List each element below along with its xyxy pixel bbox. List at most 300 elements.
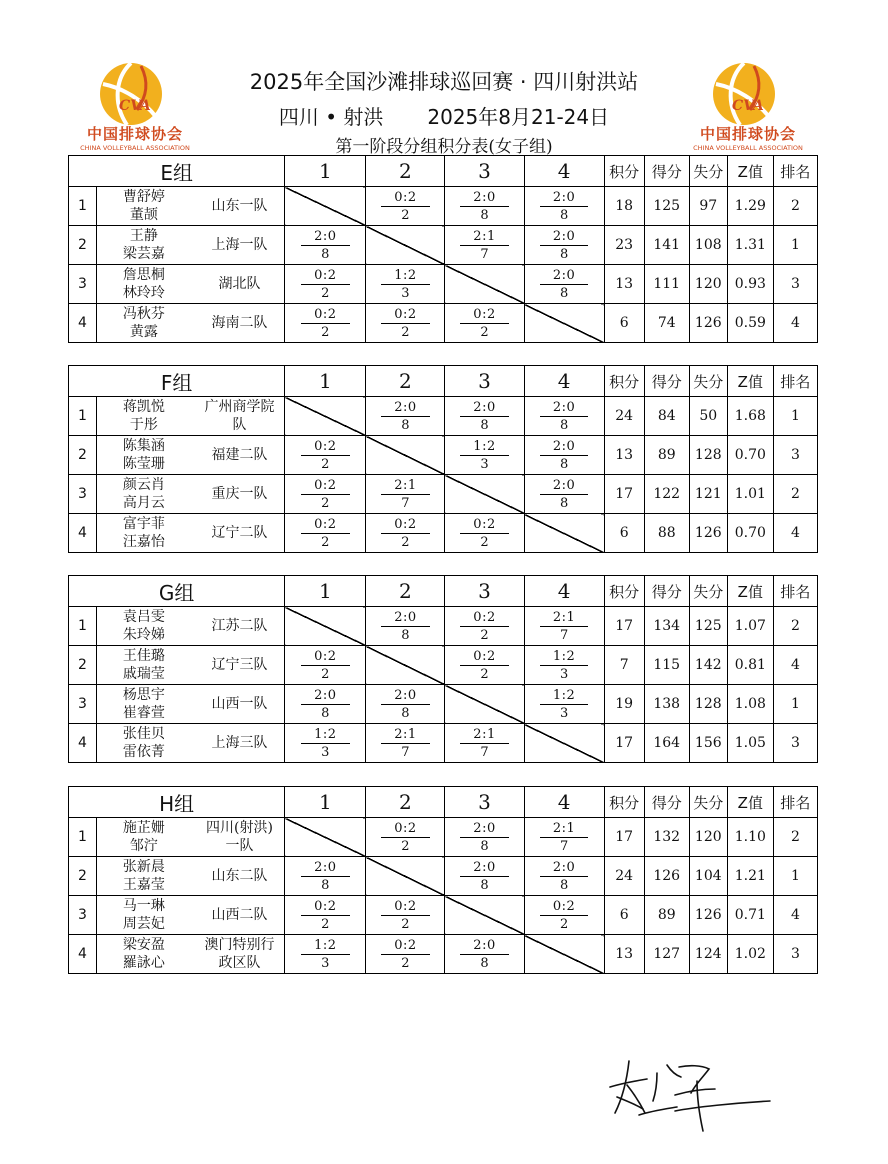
team-name-line: 海南二队	[211, 315, 268, 331]
set-score: 0:2	[301, 478, 349, 495]
player-name: 梁安盈	[122, 937, 165, 953]
team-name-line: 湖北队	[218, 276, 261, 292]
match-result-cell	[445, 857, 524, 896]
player-name: 陈莹珊	[122, 456, 165, 472]
team-name-line: 辽宁二队	[211, 525, 268, 541]
points-scored: 122	[644, 475, 689, 514]
player-name: 雷依菁	[122, 744, 165, 760]
team-name	[191, 818, 285, 857]
rank: 4	[773, 304, 817, 343]
match-points: 8	[559, 456, 569, 472]
match-score	[301, 899, 349, 932]
rank: 4	[773, 646, 817, 685]
match-points: 8	[480, 838, 489, 854]
match-points: 3	[480, 456, 489, 472]
player-name: 戚瑞莹	[122, 666, 165, 682]
match-points: 8	[401, 417, 410, 433]
column-header: 排名	[773, 576, 817, 607]
column-header: 得分	[644, 366, 689, 397]
set-score: 2:0	[540, 190, 588, 207]
seed-number: 4	[69, 935, 97, 974]
table-row	[69, 265, 818, 304]
player-name: 朱玲娣	[122, 627, 165, 643]
rank: 1	[773, 857, 817, 896]
group-header-row	[69, 787, 818, 818]
points-total: 24	[604, 857, 644, 896]
table-row	[69, 304, 818, 343]
match-points: 7	[480, 744, 489, 760]
table-row	[69, 724, 818, 763]
match-score	[460, 517, 508, 550]
team-name	[191, 935, 285, 974]
team-name-line: 一队	[225, 838, 254, 854]
team-name	[191, 514, 285, 553]
match-score	[540, 860, 588, 893]
self-match-cell	[366, 436, 445, 475]
match-result-cell	[445, 304, 524, 343]
points-scored: 134	[644, 607, 689, 646]
set-score: 2:0	[540, 268, 588, 285]
match-result-cell	[445, 187, 524, 226]
points-total: 13	[604, 436, 644, 475]
points-conceded: 124	[689, 935, 727, 974]
table-row	[69, 475, 818, 514]
points-conceded: 120	[689, 818, 727, 857]
group-header-row	[69, 156, 818, 187]
table-row	[69, 187, 818, 226]
points-scored: 84	[644, 397, 689, 436]
player-names	[97, 265, 191, 304]
match-result-cell	[524, 818, 604, 857]
points-total: 23	[604, 226, 644, 265]
z-value: 1.31	[727, 226, 773, 265]
seed-number: 3	[69, 475, 97, 514]
player-name: 于彤	[129, 417, 158, 433]
column-header: 排名	[773, 366, 817, 397]
set-score: 1:2	[460, 439, 508, 456]
set-score: 2:0	[381, 400, 429, 417]
match-score	[460, 938, 508, 971]
match-score	[301, 229, 349, 262]
match-score	[301, 860, 349, 893]
self-match-cell	[366, 857, 445, 896]
match-result-cell	[366, 724, 445, 763]
team-name-line: 四川(射洪)	[206, 820, 273, 836]
match-points: 7	[401, 495, 410, 511]
match-result-cell	[285, 265, 366, 304]
column-header: Z值	[727, 576, 773, 607]
match-score	[460, 400, 508, 433]
match-points: 8	[321, 705, 330, 721]
svg-text:CVA: CVA	[732, 98, 764, 114]
match-score	[460, 190, 508, 223]
group-header-row	[69, 366, 818, 397]
set-score: 2:0	[460, 400, 508, 417]
team-name	[191, 226, 285, 265]
z-value: 0.59	[727, 304, 773, 343]
match-points: 3	[559, 705, 569, 721]
match-result-cell	[366, 265, 445, 304]
points-conceded: 125	[689, 607, 727, 646]
player-names	[97, 514, 191, 553]
match-points: 8	[480, 207, 489, 223]
logo-text: 中国排球协会	[86, 125, 183, 143]
player-name: 黄露	[129, 324, 158, 340]
match-score	[540, 229, 588, 262]
player-name: 周芸妃	[122, 916, 165, 932]
column-header: 3	[445, 787, 524, 818]
match-points: 2	[401, 324, 410, 340]
self-match-cell	[524, 304, 604, 343]
set-score: 0:2	[381, 517, 429, 534]
column-header: 2	[366, 787, 445, 818]
team-name-line: 山东二队	[211, 868, 268, 884]
column-header: 积分	[604, 576, 644, 607]
column-header: 得分	[644, 787, 689, 818]
match-points: 7	[559, 838, 569, 854]
team-name-line: 福建二队	[211, 447, 268, 463]
match-score	[381, 727, 429, 760]
points-scored: 127	[644, 935, 689, 974]
seed-number: 2	[69, 436, 97, 475]
rank: 2	[773, 607, 817, 646]
z-value: 0.70	[727, 436, 773, 475]
logo-subtext: CHINA VOLLEYBALL ASSOCIATION	[80, 144, 190, 152]
match-result-cell	[524, 685, 604, 724]
match-points: 2	[401, 207, 410, 223]
group-table	[68, 365, 818, 553]
points-total: 24	[604, 397, 644, 436]
column-header: 1	[285, 156, 366, 187]
set-score: 2:1	[460, 229, 508, 246]
points-conceded: 50	[689, 397, 727, 436]
seed-number: 3	[69, 685, 97, 724]
column-header: 得分	[644, 576, 689, 607]
match-result-cell	[366, 818, 445, 857]
player-name: 梁芸嘉	[122, 246, 165, 262]
seed-number: 4	[69, 724, 97, 763]
player-names	[97, 187, 191, 226]
column-header: 失分	[689, 156, 727, 187]
match-result-cell	[524, 607, 604, 646]
team-name-line: 山西二队	[211, 907, 268, 923]
player-name: 高月云	[122, 495, 165, 511]
match-score	[540, 268, 588, 301]
match-points: 2	[321, 285, 330, 301]
team-name-line: 澳门特别行	[204, 937, 275, 953]
match-result-cell	[285, 935, 366, 974]
match-result-cell	[366, 935, 445, 974]
column-header: 4	[524, 787, 604, 818]
player-name: 颜云肖	[122, 477, 165, 493]
points-scored: 89	[644, 896, 689, 935]
points-scored: 115	[644, 646, 689, 685]
points-total: 19	[604, 685, 644, 724]
column-header: 排名	[773, 156, 817, 187]
match-points: 2	[401, 916, 410, 932]
match-result-cell	[445, 226, 524, 265]
player-name: 蒋凯悦	[122, 399, 165, 415]
set-score: 2:0	[540, 478, 588, 495]
match-result-cell	[285, 475, 366, 514]
team-name	[191, 857, 285, 896]
player-name: 杨思宇	[122, 687, 165, 703]
set-score: 2:0	[540, 229, 588, 246]
points-total: 17	[604, 724, 644, 763]
player-name: 冯秋芬	[122, 306, 165, 322]
table-row	[69, 646, 818, 685]
set-score: 0:2	[381, 821, 429, 838]
match-points: 3	[401, 285, 410, 301]
column-header: Z值	[727, 156, 773, 187]
match-score	[540, 649, 588, 682]
player-name: 施芷姗	[122, 820, 165, 836]
seed-number: 3	[69, 265, 97, 304]
match-result-cell	[524, 857, 604, 896]
match-score	[460, 610, 508, 643]
points-conceded: 142	[689, 646, 727, 685]
rank: 3	[773, 724, 817, 763]
set-score: 0:2	[381, 938, 429, 955]
match-points: 8	[559, 207, 569, 223]
self-match-cell	[445, 896, 524, 935]
column-header: 2	[366, 156, 445, 187]
match-score	[540, 190, 588, 223]
page-subtitle: 第一阶段分组积分表(女子组)	[335, 137, 553, 157]
match-result-cell	[366, 304, 445, 343]
team-name-line: 上海一队	[211, 237, 268, 253]
set-score: 1:2	[540, 649, 588, 666]
points-total: 13	[604, 935, 644, 974]
player-names	[97, 304, 191, 343]
match-result-cell	[285, 896, 366, 935]
player-names	[97, 646, 191, 685]
match-score	[301, 938, 349, 971]
team-name-line: 重庆一队	[211, 486, 268, 502]
column-header: 3	[445, 576, 524, 607]
match-points: 2	[321, 324, 330, 340]
match-score	[381, 517, 429, 550]
svg-text:CVA: CVA	[119, 98, 151, 114]
self-match-cell	[366, 646, 445, 685]
player-name: 袁吕雯	[122, 609, 165, 625]
match-result-cell	[524, 187, 604, 226]
match-points: 8	[480, 955, 489, 971]
player-names	[97, 724, 191, 763]
match-points: 8	[321, 246, 330, 262]
self-match-cell	[366, 226, 445, 265]
match-result-cell	[445, 436, 524, 475]
column-header: 4	[524, 366, 604, 397]
match-score	[381, 307, 429, 340]
set-score: 2:1	[381, 727, 429, 744]
rank: 4	[773, 896, 817, 935]
set-score: 0:2	[301, 517, 349, 534]
set-score: 2:1	[460, 727, 508, 744]
column-header: Z值	[727, 787, 773, 818]
points-scored: 141	[644, 226, 689, 265]
points-scored: 125	[644, 187, 689, 226]
player-name: 邹泞	[129, 838, 158, 854]
match-points: 8	[401, 627, 410, 643]
match-score	[301, 268, 349, 301]
points-conceded: 128	[689, 436, 727, 475]
match-result-cell	[366, 475, 445, 514]
player-name: 张佳贝	[122, 726, 165, 742]
points-conceded: 120	[689, 265, 727, 304]
set-score: 2:0	[540, 860, 588, 877]
match-points: 2	[559, 916, 569, 932]
match-result-cell	[285, 724, 366, 763]
set-score: 2:0	[540, 400, 588, 417]
match-result-cell	[285, 514, 366, 553]
self-match-cell	[524, 514, 604, 553]
match-score	[460, 439, 508, 472]
column-header: 积分	[604, 787, 644, 818]
group-table	[68, 155, 818, 343]
table-row	[69, 607, 818, 646]
player-name: 曹舒婷	[122, 189, 165, 205]
match-points: 2	[321, 495, 330, 511]
z-value: 1.02	[727, 935, 773, 974]
z-value: 1.01	[727, 475, 773, 514]
seed-number: 2	[69, 646, 97, 685]
set-score: 0:2	[301, 307, 349, 324]
match-result-cell	[524, 397, 604, 436]
match-result-cell	[445, 607, 524, 646]
match-points: 8	[559, 877, 569, 893]
match-points: 2	[480, 666, 489, 682]
points-scored: 126	[644, 857, 689, 896]
points-scored: 74	[644, 304, 689, 343]
match-result-cell	[445, 397, 524, 436]
team-name	[191, 304, 285, 343]
set-score: 2:0	[460, 938, 508, 955]
set-score: 2:0	[460, 190, 508, 207]
player-name: 詹思桐	[122, 267, 165, 283]
self-match-cell	[285, 187, 366, 226]
match-result-cell	[285, 857, 366, 896]
match-score	[301, 307, 349, 340]
match-result-cell	[285, 436, 366, 475]
column-header: 失分	[689, 576, 727, 607]
match-points: 2	[401, 534, 410, 550]
handwritten-signature	[605, 1055, 775, 1135]
match-score	[540, 478, 588, 511]
match-score	[301, 478, 349, 511]
player-name: 王佳璐	[122, 648, 165, 664]
column-header: 排名	[773, 787, 817, 818]
team-name-line: 队	[232, 417, 247, 433]
rank: 2	[773, 818, 817, 857]
points-conceded: 126	[689, 304, 727, 343]
match-result-cell	[445, 935, 524, 974]
rank: 1	[773, 685, 817, 724]
player-names	[97, 607, 191, 646]
seed-number: 2	[69, 857, 97, 896]
match-score	[460, 307, 508, 340]
match-score	[381, 899, 429, 932]
match-score	[540, 400, 588, 433]
match-result-cell	[445, 514, 524, 553]
rank: 3	[773, 935, 817, 974]
points-conceded: 97	[689, 187, 727, 226]
table-row	[69, 896, 818, 935]
column-header: 3	[445, 366, 524, 397]
set-score: 0:2	[301, 899, 349, 916]
match-score	[381, 821, 429, 854]
points-scored: 164	[644, 724, 689, 763]
match-score	[540, 821, 588, 854]
player-name: 崔睿萱	[122, 705, 165, 721]
match-points: 8	[480, 417, 489, 433]
points-total: 7	[604, 646, 644, 685]
match-result-cell	[285, 646, 366, 685]
set-score: 0:2	[381, 899, 429, 916]
match-score	[381, 268, 429, 301]
player-names	[97, 818, 191, 857]
column-header: 积分	[604, 366, 644, 397]
self-match-cell	[445, 475, 524, 514]
match-result-cell	[445, 818, 524, 857]
self-match-cell	[285, 818, 366, 857]
match-score	[381, 610, 429, 643]
dates: 2025年8月21-24日	[427, 105, 610, 129]
set-score: 2:0	[301, 860, 349, 877]
player-name: 林玲玲	[122, 285, 165, 301]
team-name-line: 江苏二队	[211, 618, 268, 634]
z-value: 0.81	[727, 646, 773, 685]
points-conceded: 128	[689, 685, 727, 724]
self-match-cell	[285, 607, 366, 646]
column-header: 1	[285, 787, 366, 818]
match-points: 8	[321, 877, 330, 893]
match-result-cell	[366, 685, 445, 724]
team-name-line: 政区队	[218, 955, 261, 971]
match-result-cell	[524, 226, 604, 265]
player-name: 羅詠心	[122, 955, 165, 971]
self-match-cell	[524, 724, 604, 763]
seed-number: 1	[69, 397, 97, 436]
set-score: 0:2	[301, 649, 349, 666]
z-value: 1.21	[727, 857, 773, 896]
match-points: 2	[401, 838, 410, 854]
set-score: 1:2	[301, 727, 349, 744]
player-names	[97, 857, 191, 896]
match-points: 2	[480, 627, 489, 643]
match-result-cell	[445, 646, 524, 685]
z-value: 0.71	[727, 896, 773, 935]
column-header: 1	[285, 576, 366, 607]
match-score	[381, 190, 429, 223]
seed-number: 1	[69, 818, 97, 857]
match-points: 8	[480, 877, 489, 893]
set-score: 0:2	[301, 268, 349, 285]
match-points: 2	[401, 955, 410, 971]
match-points: 8	[559, 285, 569, 301]
match-points: 3	[321, 955, 330, 971]
points-total: 18	[604, 187, 644, 226]
seed-number: 4	[69, 514, 97, 553]
team-name-line: 辽宁三队	[211, 657, 268, 673]
table-row	[69, 857, 818, 896]
rank: 2	[773, 187, 817, 226]
table-row	[69, 514, 818, 553]
column-header: 积分	[604, 156, 644, 187]
column-header: 4	[524, 576, 604, 607]
points-conceded: 121	[689, 475, 727, 514]
set-score: 0:2	[381, 307, 429, 324]
